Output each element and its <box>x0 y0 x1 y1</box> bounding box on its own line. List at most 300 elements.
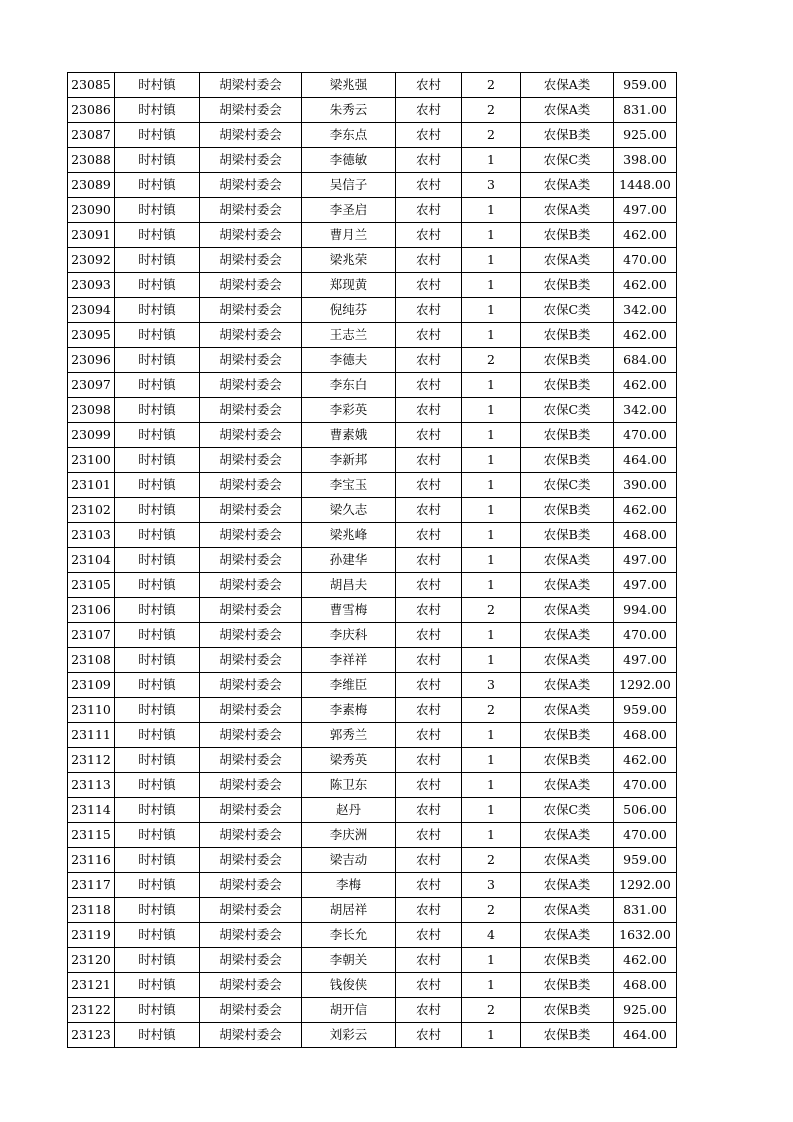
town-cell: 时村镇 <box>115 98 200 123</box>
table-row <box>68 548 677 573</box>
record-id-cell: 23097 <box>68 373 115 398</box>
table-row <box>68 973 677 998</box>
person-name-cell: 曹素娥 <box>302 423 396 448</box>
table-row <box>68 948 677 973</box>
amount-cell: 462.00 <box>614 498 677 523</box>
member-count-cell: 1 <box>462 548 521 573</box>
village-committee-cell: 胡梁村委会 <box>200 198 302 223</box>
town-cell: 时村镇 <box>115 973 200 998</box>
town-cell: 时村镇 <box>115 323 200 348</box>
member-count-cell: 1 <box>462 323 521 348</box>
town-cell: 时村镇 <box>115 348 200 373</box>
village-committee-cell: 胡梁村委会 <box>200 273 302 298</box>
member-count-cell: 1 <box>462 573 521 598</box>
amount-cell: 462.00 <box>614 948 677 973</box>
person-name-cell: 梁兆峰 <box>302 523 396 548</box>
household-type-cell: 农村 <box>396 698 462 723</box>
town-cell: 时村镇 <box>115 448 200 473</box>
insurance-category-cell: 农保B类 <box>521 423 614 448</box>
household-type-cell: 农村 <box>396 723 462 748</box>
village-committee-cell: 胡梁村委会 <box>200 548 302 573</box>
insurance-category-cell: 农保A类 <box>521 598 614 623</box>
village-committee-cell: 胡梁村委会 <box>200 448 302 473</box>
table-row <box>68 273 677 298</box>
insurance-category-cell: 农保B类 <box>521 373 614 398</box>
household-type-cell: 农村 <box>396 173 462 198</box>
table-row <box>68 698 677 723</box>
village-committee-cell: 胡梁村委会 <box>200 648 302 673</box>
member-count-cell: 3 <box>462 173 521 198</box>
person-name-cell: 钱俊侠 <box>302 973 396 998</box>
table-row <box>68 348 677 373</box>
household-type-cell: 农村 <box>396 548 462 573</box>
household-type-cell: 农村 <box>396 423 462 448</box>
member-count-cell: 1 <box>462 798 521 823</box>
village-committee-cell: 胡梁村委会 <box>200 123 302 148</box>
village-committee-cell: 胡梁村委会 <box>200 498 302 523</box>
member-count-cell: 2 <box>462 598 521 623</box>
person-name-cell: 吴信子 <box>302 173 396 198</box>
village-committee-cell: 胡梁村委会 <box>200 348 302 373</box>
person-name-cell: 郑现黄 <box>302 273 396 298</box>
town-cell: 时村镇 <box>115 298 200 323</box>
person-name-cell: 郭秀兰 <box>302 723 396 748</box>
town-cell: 时村镇 <box>115 898 200 923</box>
table-row <box>68 173 677 198</box>
village-committee-cell: 胡梁村委会 <box>200 73 302 98</box>
household-type-cell: 农村 <box>396 848 462 873</box>
household-type-cell: 农村 <box>396 248 462 273</box>
person-name-cell: 梁秀英 <box>302 748 396 773</box>
household-type-cell: 农村 <box>396 298 462 323</box>
table-row <box>68 573 677 598</box>
village-committee-cell: 胡梁村委会 <box>200 673 302 698</box>
table-row <box>68 798 677 823</box>
table-row <box>68 423 677 448</box>
amount-cell: 468.00 <box>614 523 677 548</box>
person-name-cell: 梁吉动 <box>302 848 396 873</box>
village-committee-cell: 胡梁村委会 <box>200 698 302 723</box>
record-id-cell: 23121 <box>68 973 115 998</box>
table-row <box>68 198 677 223</box>
record-id-cell: 23109 <box>68 673 115 698</box>
insurance-category-cell: 农保B类 <box>521 723 614 748</box>
household-type-cell: 农村 <box>396 348 462 373</box>
person-name-cell: 李梅 <box>302 873 396 898</box>
person-name-cell: 朱秀云 <box>302 98 396 123</box>
insurance-category-cell: 农保A类 <box>521 698 614 723</box>
amount-cell: 468.00 <box>614 973 677 998</box>
insurance-category-cell: 农保C类 <box>521 148 614 173</box>
household-type-cell: 农村 <box>396 398 462 423</box>
village-committee-cell: 胡梁村委会 <box>200 873 302 898</box>
insurance-category-cell: 农保B类 <box>521 498 614 523</box>
village-committee-cell: 胡梁村委会 <box>200 148 302 173</box>
person-name-cell: 李维臣 <box>302 673 396 698</box>
household-type-cell: 农村 <box>396 598 462 623</box>
person-name-cell: 李圣启 <box>302 198 396 223</box>
person-name-cell: 李祥祥 <box>302 648 396 673</box>
person-name-cell: 孙建华 <box>302 548 396 573</box>
table-row <box>68 998 677 1023</box>
town-cell: 时村镇 <box>115 848 200 873</box>
amount-cell: 1292.00 <box>614 673 677 698</box>
member-count-cell: 1 <box>462 823 521 848</box>
insurance-category-cell: 农保A类 <box>521 248 614 273</box>
member-count-cell: 1 <box>462 373 521 398</box>
village-committee-cell: 胡梁村委会 <box>200 623 302 648</box>
amount-cell: 1448.00 <box>614 173 677 198</box>
table-row <box>68 723 677 748</box>
insurance-category-cell: 农保A类 <box>521 623 614 648</box>
town-cell: 时村镇 <box>115 948 200 973</box>
household-type-cell: 农村 <box>396 498 462 523</box>
town-cell: 时村镇 <box>115 823 200 848</box>
household-type-cell: 农村 <box>396 1023 462 1048</box>
village-committee-cell: 胡梁村委会 <box>200 898 302 923</box>
member-count-cell: 1 <box>462 948 521 973</box>
town-cell: 时村镇 <box>115 423 200 448</box>
amount-cell: 468.00 <box>614 723 677 748</box>
insurance-category-cell: 农保A类 <box>521 898 614 923</box>
insurance-category-cell: 农保A类 <box>521 573 614 598</box>
record-id-cell: 23118 <box>68 898 115 923</box>
household-type-cell: 农村 <box>396 773 462 798</box>
insurance-category-cell: 农保B类 <box>521 948 614 973</box>
table-row <box>68 823 677 848</box>
table-row <box>68 523 677 548</box>
person-name-cell: 李德敏 <box>302 148 396 173</box>
village-committee-cell: 胡梁村委会 <box>200 823 302 848</box>
amount-cell: 994.00 <box>614 598 677 623</box>
table-row <box>68 923 677 948</box>
household-type-cell: 农村 <box>396 523 462 548</box>
amount-cell: 342.00 <box>614 398 677 423</box>
member-count-cell: 1 <box>462 523 521 548</box>
member-count-cell: 1 <box>462 448 521 473</box>
table-row <box>68 1023 677 1048</box>
person-name-cell: 王志兰 <box>302 323 396 348</box>
village-committee-cell: 胡梁村委会 <box>200 798 302 823</box>
village-committee-cell: 胡梁村委会 <box>200 398 302 423</box>
member-count-cell: 1 <box>462 298 521 323</box>
member-count-cell: 2 <box>462 123 521 148</box>
village-committee-cell: 胡梁村委会 <box>200 298 302 323</box>
person-name-cell: 曹雪梅 <box>302 598 396 623</box>
amount-cell: 398.00 <box>614 148 677 173</box>
household-type-cell: 农村 <box>396 573 462 598</box>
table-row <box>68 598 677 623</box>
member-count-cell: 1 <box>462 198 521 223</box>
household-type-cell: 农村 <box>396 198 462 223</box>
town-cell: 时村镇 <box>115 1023 200 1048</box>
village-committee-cell: 胡梁村委会 <box>200 998 302 1023</box>
record-id-cell: 23096 <box>68 348 115 373</box>
village-committee-cell: 胡梁村委会 <box>200 773 302 798</box>
amount-cell: 462.00 <box>614 223 677 248</box>
table-row <box>68 623 677 648</box>
household-type-cell: 农村 <box>396 223 462 248</box>
person-name-cell: 梁久志 <box>302 498 396 523</box>
member-count-cell: 1 <box>462 748 521 773</box>
member-count-cell: 2 <box>462 73 521 98</box>
table-row <box>68 298 677 323</box>
household-type-cell: 农村 <box>396 823 462 848</box>
record-id-cell: 23115 <box>68 823 115 848</box>
insurance-category-cell: 农保B类 <box>521 973 614 998</box>
record-id-cell: 23107 <box>68 623 115 648</box>
person-name-cell: 李新邦 <box>302 448 396 473</box>
household-type-cell: 农村 <box>396 273 462 298</box>
insurance-category-cell: 农保A类 <box>521 98 614 123</box>
record-id-cell: 23091 <box>68 223 115 248</box>
record-id-cell: 23114 <box>68 798 115 823</box>
amount-cell: 462.00 <box>614 373 677 398</box>
person-name-cell: 李宝玉 <box>302 473 396 498</box>
town-cell: 时村镇 <box>115 598 200 623</box>
town-cell: 时村镇 <box>115 173 200 198</box>
village-committee-cell: 胡梁村委会 <box>200 1023 302 1048</box>
record-id-cell: 23095 <box>68 323 115 348</box>
amount-cell: 925.00 <box>614 123 677 148</box>
table-row <box>68 448 677 473</box>
table-row <box>68 748 677 773</box>
record-id-cell: 23090 <box>68 198 115 223</box>
town-cell: 时村镇 <box>115 373 200 398</box>
table-row <box>68 73 677 98</box>
record-id-cell: 23094 <box>68 298 115 323</box>
record-id-cell: 23098 <box>68 398 115 423</box>
table-row <box>68 398 677 423</box>
insurance-category-cell: 农保A类 <box>521 923 614 948</box>
record-id-cell: 23089 <box>68 173 115 198</box>
insurance-category-cell: 农保A类 <box>521 823 614 848</box>
town-cell: 时村镇 <box>115 248 200 273</box>
amount-cell: 470.00 <box>614 823 677 848</box>
insurance-category-cell: 农保B类 <box>521 348 614 373</box>
record-id-cell: 23106 <box>68 598 115 623</box>
table-row <box>68 223 677 248</box>
household-type-cell: 农村 <box>396 673 462 698</box>
insurance-category-cell: 农保B类 <box>521 748 614 773</box>
record-id-cell: 23100 <box>68 448 115 473</box>
household-type-cell: 农村 <box>396 998 462 1023</box>
amount-cell: 1632.00 <box>614 923 677 948</box>
person-name-cell: 陈卫东 <box>302 773 396 798</box>
amount-cell: 497.00 <box>614 548 677 573</box>
person-name-cell: 李朝关 <box>302 948 396 973</box>
record-id-cell: 23116 <box>68 848 115 873</box>
town-cell: 时村镇 <box>115 473 200 498</box>
village-committee-cell: 胡梁村委会 <box>200 323 302 348</box>
town-cell: 时村镇 <box>115 648 200 673</box>
member-count-cell: 1 <box>462 248 521 273</box>
village-committee-cell: 胡梁村委会 <box>200 598 302 623</box>
town-cell: 时村镇 <box>115 498 200 523</box>
member-count-cell: 1 <box>462 473 521 498</box>
table-row <box>68 98 677 123</box>
table-row <box>68 873 677 898</box>
amount-cell: 959.00 <box>614 848 677 873</box>
member-count-cell: 3 <box>462 873 521 898</box>
household-type-cell: 农村 <box>396 323 462 348</box>
person-name-cell: 李庆洲 <box>302 823 396 848</box>
town-cell: 时村镇 <box>115 573 200 598</box>
member-count-cell: 2 <box>462 698 521 723</box>
village-committee-cell: 胡梁村委会 <box>200 173 302 198</box>
village-committee-cell: 胡梁村委会 <box>200 248 302 273</box>
household-type-cell: 农村 <box>396 973 462 998</box>
amount-cell: 497.00 <box>614 648 677 673</box>
town-cell: 时村镇 <box>115 673 200 698</box>
village-committee-cell: 胡梁村委会 <box>200 848 302 873</box>
household-type-cell: 农村 <box>396 473 462 498</box>
town-cell: 时村镇 <box>115 773 200 798</box>
table-row <box>68 773 677 798</box>
record-id-cell: 23099 <box>68 423 115 448</box>
household-type-cell: 农村 <box>396 873 462 898</box>
village-committee-cell: 胡梁村委会 <box>200 523 302 548</box>
amount-cell: 831.00 <box>614 898 677 923</box>
insurance-category-cell: 农保A类 <box>521 548 614 573</box>
member-count-cell: 1 <box>462 773 521 798</box>
member-count-cell: 3 <box>462 673 521 698</box>
village-committee-cell: 胡梁村委会 <box>200 223 302 248</box>
member-count-cell: 1 <box>462 148 521 173</box>
record-id-cell: 23120 <box>68 948 115 973</box>
person-name-cell: 李素梅 <box>302 698 396 723</box>
village-committee-cell: 胡梁村委会 <box>200 473 302 498</box>
record-id-cell: 23111 <box>68 723 115 748</box>
member-count-cell: 2 <box>462 998 521 1023</box>
record-id-cell: 23112 <box>68 748 115 773</box>
person-name-cell: 梁兆荣 <box>302 248 396 273</box>
table-row <box>68 648 677 673</box>
member-count-cell: 2 <box>462 348 521 373</box>
amount-cell: 342.00 <box>614 298 677 323</box>
data-table <box>67 72 677 1048</box>
town-cell: 时村镇 <box>115 798 200 823</box>
record-id-cell: 23105 <box>68 573 115 598</box>
insurance-category-cell: 农保A类 <box>521 73 614 98</box>
record-id-cell: 23088 <box>68 148 115 173</box>
amount-cell: 462.00 <box>614 273 677 298</box>
person-name-cell: 李长允 <box>302 923 396 948</box>
insurance-category-cell: 农保C类 <box>521 798 614 823</box>
person-name-cell: 李东白 <box>302 373 396 398</box>
town-cell: 时村镇 <box>115 548 200 573</box>
table-row <box>68 498 677 523</box>
amount-cell: 470.00 <box>614 423 677 448</box>
village-committee-cell: 胡梁村委会 <box>200 748 302 773</box>
table-row <box>68 373 677 398</box>
member-count-cell: 1 <box>462 1023 521 1048</box>
person-name-cell: 倪纯芬 <box>302 298 396 323</box>
town-cell: 时村镇 <box>115 273 200 298</box>
amount-cell: 462.00 <box>614 748 677 773</box>
insurance-category-cell: 农保C类 <box>521 473 614 498</box>
record-id-cell: 23119 <box>68 923 115 948</box>
amount-cell: 470.00 <box>614 248 677 273</box>
household-type-cell: 农村 <box>396 98 462 123</box>
table-row <box>68 323 677 348</box>
record-id-cell: 23123 <box>68 1023 115 1048</box>
insurance-category-cell: 农保A类 <box>521 873 614 898</box>
household-type-cell: 农村 <box>396 123 462 148</box>
table-body <box>68 73 677 1048</box>
record-id-cell: 23117 <box>68 873 115 898</box>
amount-cell: 959.00 <box>614 73 677 98</box>
village-committee-cell: 胡梁村委会 <box>200 573 302 598</box>
table-row <box>68 848 677 873</box>
insurance-category-cell: 农保B类 <box>521 1023 614 1048</box>
member-count-cell: 1 <box>462 498 521 523</box>
record-id-cell: 23092 <box>68 248 115 273</box>
village-committee-cell: 胡梁村委会 <box>200 723 302 748</box>
amount-cell: 684.00 <box>614 348 677 373</box>
household-type-cell: 农村 <box>396 948 462 973</box>
record-id-cell: 23102 <box>68 498 115 523</box>
insurance-category-cell: 农保A类 <box>521 673 614 698</box>
town-cell: 时村镇 <box>115 523 200 548</box>
record-id-cell: 23093 <box>68 273 115 298</box>
person-name-cell: 梁兆强 <box>302 73 396 98</box>
table-row <box>68 148 677 173</box>
village-committee-cell: 胡梁村委会 <box>200 98 302 123</box>
town-cell: 时村镇 <box>115 123 200 148</box>
insurance-category-cell: 农保B类 <box>521 123 614 148</box>
town-cell: 时村镇 <box>115 73 200 98</box>
insurance-category-cell: 农保A类 <box>521 648 614 673</box>
insurance-category-cell: 农保B类 <box>521 223 614 248</box>
member-count-cell: 2 <box>462 848 521 873</box>
table-row <box>68 898 677 923</box>
member-count-cell: 1 <box>462 623 521 648</box>
amount-cell: 464.00 <box>614 448 677 473</box>
household-type-cell: 农村 <box>396 623 462 648</box>
village-committee-cell: 胡梁村委会 <box>200 923 302 948</box>
insurance-category-cell: 农保B类 <box>521 273 614 298</box>
table-row <box>68 123 677 148</box>
amount-cell: 390.00 <box>614 473 677 498</box>
household-type-cell: 农村 <box>396 648 462 673</box>
amount-cell: 464.00 <box>614 1023 677 1048</box>
insurance-category-cell: 农保B类 <box>521 998 614 1023</box>
person-name-cell: 李东点 <box>302 123 396 148</box>
insurance-category-cell: 农保C类 <box>521 298 614 323</box>
town-cell: 时村镇 <box>115 873 200 898</box>
amount-cell: 497.00 <box>614 198 677 223</box>
person-name-cell: 李彩英 <box>302 398 396 423</box>
amount-cell: 497.00 <box>614 573 677 598</box>
insurance-category-cell: 农保A类 <box>521 173 614 198</box>
insurance-category-cell: 农保A类 <box>521 773 614 798</box>
insurance-category-cell: 农保B类 <box>521 448 614 473</box>
member-count-cell: 4 <box>462 923 521 948</box>
village-committee-cell: 胡梁村委会 <box>200 373 302 398</box>
household-type-cell: 农村 <box>396 898 462 923</box>
person-name-cell: 胡昌夫 <box>302 573 396 598</box>
person-name-cell: 胡居祥 <box>302 898 396 923</box>
record-id-cell: 23085 <box>68 73 115 98</box>
village-committee-cell: 胡梁村委会 <box>200 948 302 973</box>
household-type-cell: 农村 <box>396 923 462 948</box>
household-type-cell: 农村 <box>396 373 462 398</box>
town-cell: 时村镇 <box>115 748 200 773</box>
record-id-cell: 23104 <box>68 548 115 573</box>
town-cell: 时村镇 <box>115 998 200 1023</box>
town-cell: 时村镇 <box>115 623 200 648</box>
